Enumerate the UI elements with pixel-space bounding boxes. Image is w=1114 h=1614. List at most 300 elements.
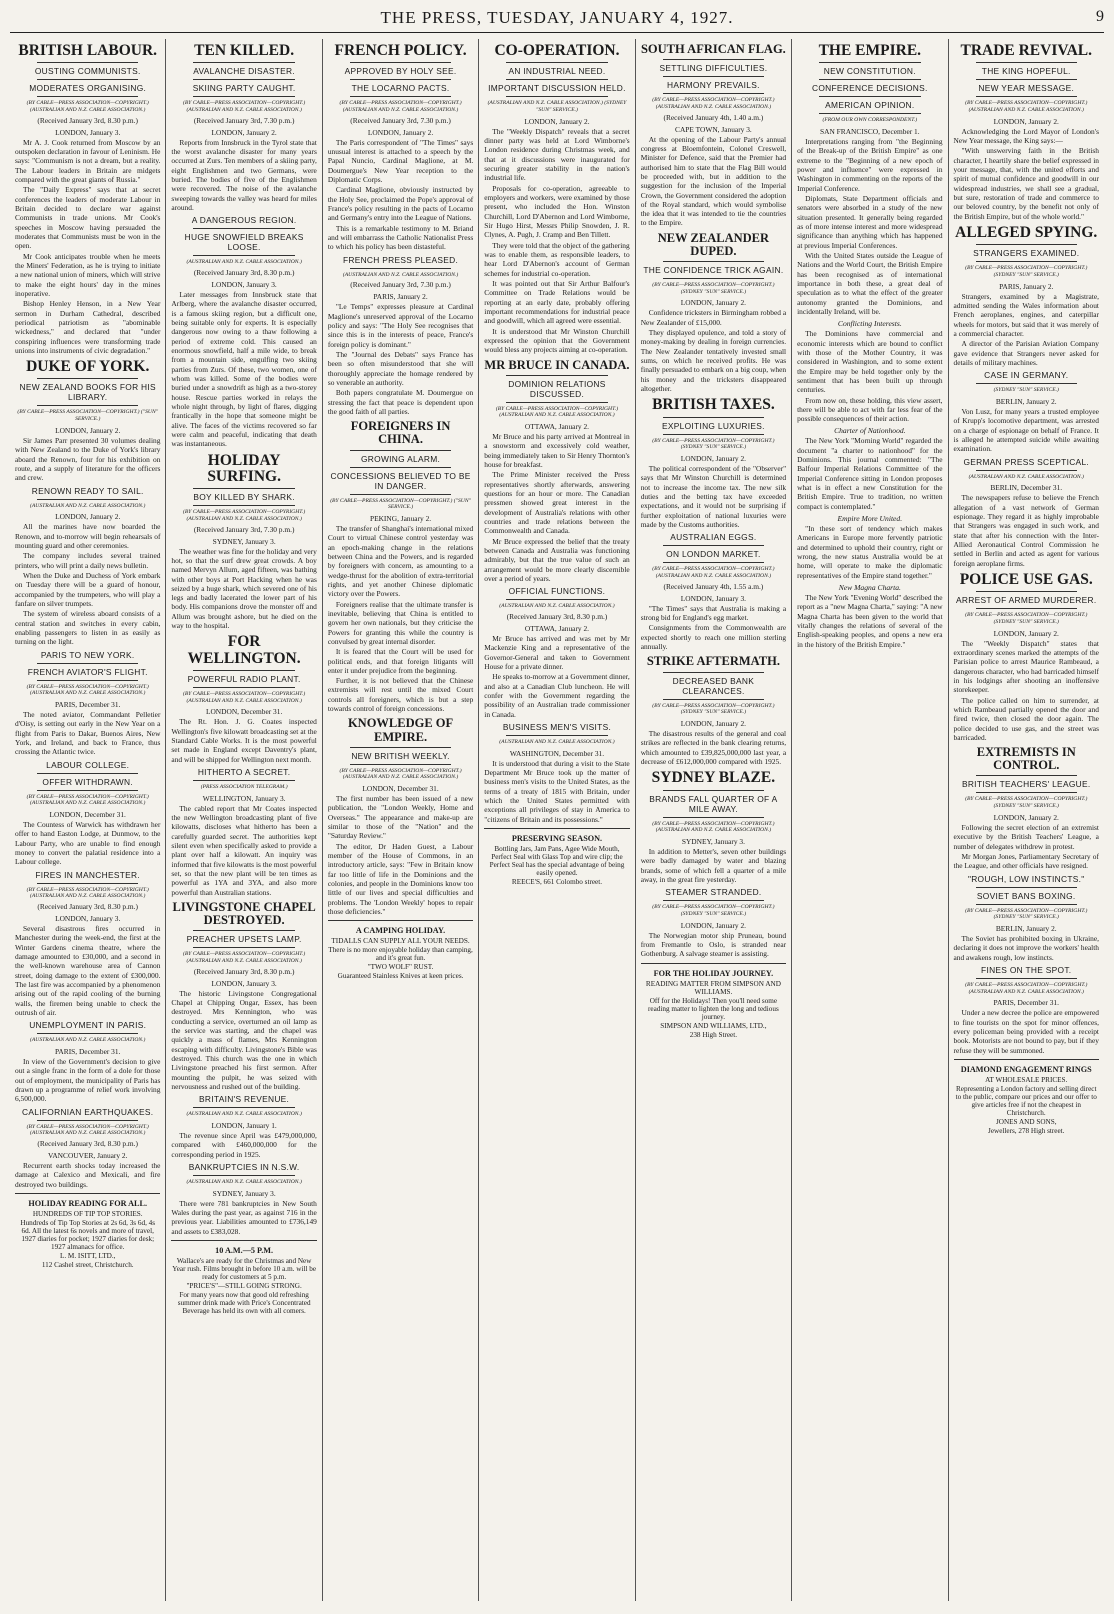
article-paragraph: Further, it is not believed that the Chinese extremists will rest until the mixed Court controls all foreigners, which is but a step towards control of foreign concessions. [327,676,474,714]
dateline: SAN FRANCISCO, December 1. [820,126,920,136]
article-paragraph: The revenue since April was £479,000,000, compared with £460,000,000 for the corresponding period in 1925. [171,1131,317,1159]
subhead-rule [350,467,451,468]
article-subhead: LABOUR COLLEGE. [46,759,130,770]
article-paragraph: The Prime Minister received the Press representatives shortly afterwards, answering questions for an hour or more. The Canadian pressmen showed great interest in the development of Australia's relations with other countries and trade relations between the Commonwealth and Canada. [484,470,630,536]
article-subhead: New Magna Charta. [838,583,901,593]
cable-credit: (BY CABLE—PRESS ASSOCIATION—COPYRIGHT.) (SYDNEY "SUN" SERVICE.) [652,904,775,917]
subhead-rule [506,402,607,403]
headline-rule [193,62,294,63]
article [171,901,316,1091]
masthead-title: THE PRESS, TUESDAY, JANUARY 4, 1927. [380,8,734,27]
cable-credit: (PRESS ASSOCIATION TELEGRAM.) [200,784,288,791]
article-paragraph: When the Duke and Duchess of York embark on Tuesday there will be a guard of honour, accompanied by the trumpeters, who will play a fanfare on silver trumpets. [15,570,161,608]
article [171,43,316,212]
ad-line: "TWO WOLF" RUST. [367,963,434,972]
cable-credit: (BY CABLE—PRESS ASSOCIATION—COPYRIGHT.) (AUSTRALIAN AND N.Z. CABLE ASSOCIATION.) [495,405,619,419]
subhead-rule [193,780,294,781]
cable-credit: (AUSTRALIAN AND N.Z. CABLE ASSOCIATION.) [186,1178,302,1185]
subhead-rule [663,278,764,279]
dateline: LONDON, January 2. [55,425,121,435]
ad-heading: A CAMPING HOLIDAY. [355,926,446,936]
received-time: (Received January 3rd, 8.30 p.m.) [506,612,608,622]
headline-rule [663,59,764,60]
dateline: PARIS, December 31. [993,998,1059,1008]
article-paragraph: The first number has been issued of a new publication, the "London Weekly, Home and Overseas." The appearance and make-up are similar to those of the "Nation" and the "Saturday Review." [327,794,474,841]
ad-line: L. M. ISITT, LTD., [59,1252,116,1261]
article-headline: NEW ZEALANDER DUPED. [657,230,770,258]
cable-credit: (BY CABLE—PRESS ASSOCIATION—COPYRIGHT.) (AUSTRALIAN AND N.Z. CABLE ASSOCIATION.) [183,509,306,522]
ad-heading: FOR THE HOLIDAY JOURNEY. [653,968,774,978]
dateline: LONDON, January 2. [211,127,277,137]
article-subhead: BRITISH TEACHERS' LEAGUE. [961,779,1091,790]
article [797,426,942,511]
dateline: WELLINGTON, January 3. [202,793,286,803]
subhead-rule [663,93,764,94]
ad-line: TIDALLS CAN SUPPLY ALL YOUR NEEDS. [331,937,470,946]
article-paragraph: "The Times" says that Australia is making a strong bid for England's egg market. [640,603,787,623]
article-paragraph: The "Daily Express" says that at secret conferences the leaders of moderate Labour in Britain decided to declare war against Communists in trade unions. Mr Cook's speeches in Moscow having persuaded the moderates that Communists must be won in the open. [15,185,161,251]
page-number: 9 [1096,8,1104,25]
dateline: PARIS, December 31. [55,699,121,709]
article-subhead: Conflicting Interests. [837,319,902,329]
article [484,359,629,584]
ad-heading: PRESERVING SEASON. [511,833,603,843]
dateline: LONDON, December 31. [362,784,439,794]
article-paragraph: It was pointed out that Sir Arthur Balfour's Committee on Trade Relations would be reporting at an early date, probably offering important recommendations for industrial peace and goodwill, which all agreed were essential. [484,278,630,326]
headline-rule [506,62,607,63]
article-paragraph: Both papers congratulate M. Doumergue on stressing the fact that peace is dependent upon the good faith of all parties. [327,388,474,416]
article-headline: HOLIDAY SURFING. [207,451,281,485]
article-paragraph: This is a remarkable testimony to M. Briand and will embarrass the Catholic Nationalist Press to which his policy has been distasteful. [327,223,474,252]
article-paragraph: At the opening of the Labour Party's annual congress at Bloemfontein, Colonel Creswell, Minister for Defence, said that the Premier had authorised him to state that the Flag Bill would be proceeded with, but in addition to the suggestion for the inclusion of the Imperial Crown, the Government considered the adoption of the Royal standard, which would symbolise the idea that it was intended to tie the countries to the Empire. [640,134,787,228]
article-subhead: OFFICIAL FUNCTIONS. [508,586,606,597]
news-column [791,39,947,1601]
dateline: LONDON, January 3. [55,914,121,923]
article-subhead: Charter of Nationhood. [834,426,906,436]
subhead-rule [37,1033,138,1034]
article-subhead: MODERATES ORGANISING. [29,83,147,94]
article-paragraph: The Soviet has prohibited boxing in Ukraine, declaring it does not improve the workers' health and awakens rough, low instincts. [953,933,1099,962]
article-subhead: HARMONY PREVAILS. [667,80,760,91]
subhead-rule [37,1120,138,1121]
received-time: (Received January 4th, 1.40 a.m.) [663,112,764,122]
article-subhead: RENOWN READY TO SAIL. [31,485,144,496]
news-column [478,39,634,1601]
article-paragraph: A director of the Parisian Aviation Company gave evidence that Strangers never asked for details of military machines. [953,339,1099,367]
article-subhead: AMERICAN OPINION. [825,100,915,111]
article-paragraph: "With unswerving faith in the British character, I heartily share the belief expressed in your message, that, with the united efforts and spirit of mutual confidence and goodwill in our widespread industries, we shall see a gradual, but sure, restoration of trade and commerce to our beloved country, by the benefit not only of the British Empire, but of the whole world." [953,146,1099,221]
article-paragraph: The Countess of Warwick has withdrawn her offer to hand Easton Lodge, at Dunmow, to the Labour Party, who are unable to find enough money to convert the palatial residence into a Labour college. [15,819,161,867]
article-paragraph: The Dominions have commercial and economic interests which are bound to conflict with those of the Mother Country, it was considered in Washington, and to some extent the Empire may be held together only by the sentiment that has been built up through centuries. [797,329,943,395]
article-paragraph: Bishop Henley Henson, in a New Year sermon in Durham Cathedral, described periodical patriotism as "abominable wickedness," and declared that "under conspiring influences were transforming trade unions into instruments of civic degradation." [15,299,161,355]
article-paragraph: In addition to Metter's, seven other buildings were badly damaged by water and blazing brands, some of which fell a quarter of a mile away, in the great fire yesterday. [640,846,787,884]
dateline: LONDON, January 1. [211,1121,277,1130]
article-subhead: APPROVED BY HOLY SEE. [344,66,457,77]
cable-credit: (BY CABLE—PRESS ASSOCIATION—COPYRIGHT.) (SYDNEY "SUN" SERVICE.) [652,437,775,451]
ad-line: READING MATTER FROM SIMPSON AND WILLIAMS. [645,979,781,996]
article [641,43,786,228]
article [797,514,942,580]
article [171,1162,316,1236]
article-subhead: THE CONFIDENCE TRICK AGAIN. [643,265,784,276]
article-paragraph: The transfer of Shanghai's international mixed Court to virtual Chinese control yesterday was an epoch-making change in the relations between China and the Powers, and is regarded by foreigners with concern, as amounting to a wedge-thrust for the abolition of extra-territorial rights, and yet another Chinese diplomatic victory over the Powers. [327,523,474,599]
article [954,457,1099,568]
article-headline: FOREIGNERS IN CHINA. [350,419,451,447]
headline-rule [663,261,764,262]
headline-rule [663,672,764,673]
dateline: LONDON, January 2. [367,127,434,137]
article-subhead: CONFERENCE DECISIONS. [811,83,928,94]
article-paragraph: Mr A. J. Cook returned from Moscow by an outspoken declaration in favour of Leninism. He says: "Communism is not a dream, but a reality. The Labour leaders in Britain are midgets compared with the great giants of Russia." [15,137,161,184]
article-paragraph: The police called on him to surrender, at which Rambeaud partially opened the door and fired twice, then closed the door again. The police decided to use gas, and the street was barricaded. [953,695,1099,742]
subhead-rule [976,887,1077,888]
article [797,43,942,316]
cable-credit: (BY CABLE—PRESS ASSOCIATION—COPYRIGHT.) (AUSTRALIAN AND N.Z. CABLE ASSOCIATION.) [965,100,1088,113]
article-paragraph: Mr Bruce has arrived and was met by Mr Mackenzie King and a representative of the Governor-General and taken to Government House for a private dinner. [484,634,630,672]
article-paragraph: With the United States outside the League of Nations and the World Court, the British Empire has been recognised as of international importance in both these, a great deal of speculation as to what the effect of the greater autonomy granted the Dominions, and incidentally Ireland, will be. [797,250,943,316]
cable-credit: (BY CABLE—PRESS ASSOCIATION—COPYRIGHT.) (AUSTRALIAN AND N.Z. CABLE ASSOCIATION.) [26,1123,149,1137]
dateline: LONDON, January 2. [680,454,747,464]
headline-rule [37,62,138,63]
article-headline: TEN KILLED. [194,42,295,59]
article [954,370,1099,453]
article [484,586,629,719]
article-subhead: POWERFUL RADIO PLANT. [187,674,301,684]
cable-credit: (BY CABLE—PRESS ASSOCIATION—COPYRIGHT.) (SYDNEY "SUN" SERVICE.) [965,796,1088,810]
article-paragraph: The weather was fine for the holiday and very hot, so that the surf drew great crowds. A boy named Mervyn Allum, aged fifteen, was bathing with other boys at Port Hacking when he was seized by a huge shark, which severed one of his legs and badly lacerated the lower part of his body. His companions drove the monster off and Allum was brought ashore, but he died on the way to the hospital. [171,546,317,631]
article-paragraph: Under a new decree the police are empowered to fine tourists on the spot for minor offences, every policeman being provided with a receipt book. Motorists are not bound to pay, but if they refuse they will be summoned. [953,1008,1099,1055]
subhead-rule [976,608,1077,609]
headline-rule [819,62,920,63]
subhead-rule [506,96,607,97]
cable-credit: (FROM OUR OWN CORRESPONDENT.) [822,117,918,124]
article-subhead: NEW YEAR MESSAGE. [978,83,1075,94]
subhead-rule [193,79,294,80]
article-paragraph: The Rt. Hon. J. G. Coates inspected Wellington's five kilowatt broadcasting set at the Standard Cable Works. It is the most powerful set made in England except Daventry's plant, and will be shipped for Wellington next month. [171,717,317,764]
article-paragraph: It is understood that Mr Winston Churchill expressed the opinion that the Government would bless any projects aiming at co-operation. [484,326,630,355]
ad-line: For many years now that good old refreshing summer drink made with Price's Concentrated Beverage has held its own with all comers. [177,1291,311,1315]
dateline: SYDNEY, January 3. [212,1188,276,1198]
article-subhead: FINES ON THE SPOT. [981,964,1072,975]
article-headline: CO-OPERATION. [494,42,620,59]
subhead-rule [506,79,607,80]
article [641,770,786,884]
news-column [948,39,1104,1601]
article-paragraph: Consignments from the Commonwealth are expected shortly to reach one million sterling annually. [640,623,787,652]
article-subhead: A DANGEROUS REGION. [191,215,297,226]
headline-rule [663,790,764,791]
article [171,634,316,764]
article-subhead: HUGE SNOWFIELD BREAKS LOOSE. [184,232,304,253]
article-subhead: Empire More United. [837,514,903,524]
article-paragraph: Mr Morgan Jones, Parliamentary Secretary of the League, and other officials have resigned. [953,851,1099,871]
advertisement [484,828,629,886]
article-paragraph: Strangers, examined by a Magistrate, admitted sending the Wales information about French aeroplanes, engines, and caterpillar wheels for motors, but said that it was merely of a commercial character. [953,291,1099,338]
dateline: SYDNEY, January 3. [681,836,745,846]
ad-line: "PRICE'S"—STILL GOING STRONG. [186,1282,302,1290]
headline-rule [976,591,1077,592]
article [641,532,786,651]
article-headline: ALLEGED SPYING. [955,223,1098,241]
subhead-rule [663,900,764,901]
ad-line: Jewellers, 278 High street. [988,1126,1065,1135]
article [328,420,473,713]
article-headline: POLICE USE GAS. [959,570,1093,588]
received-time: (Received January 3rd, 8.30 p.m.) [193,268,295,277]
ad-heading: HOLIDAY READING FOR ALL. [28,1199,147,1209]
article-paragraph: The editor, Dr Haden Guest, a Labour member of the House of Commons, in an introductory article, says: "Few in Britain know far too little of life in the Dominions and the colonies, and people in the Dominions know too little of our lives and special difficulties and problems. The 'London Weekly' hopes to repair those deficiencies." [327,841,474,917]
subhead-rule [506,599,607,600]
article-paragraph: Reports from Innsbruck in the Tyrol state that the worst avalanche disaster for many years occurred at Zurs. Ten members of a skiing party, eight Englishmen and two Germans, were buried. The bodies of five of the Englishmen were recovered. The noise of the avalanche sweeping towards the valley was heard for miles around. [171,137,317,212]
subhead-rule [193,687,294,688]
dateline: LONDON, January 2. [993,812,1059,822]
article [954,965,1099,1055]
subhead-rule [350,268,451,269]
article-subhead: BOY KILLED BY SHARK. [193,492,295,503]
article-paragraph: The Norwegian motor ship Pruneau, bound from Fremantle to Oslo, is stranded near Gothenburg. A salvage steamer is assisting. [640,930,787,959]
article-headline: SOUTH AFRICAN FLAG. [640,42,786,56]
received-time: (Received January 3rd, 8.30 p.m.) [37,1139,138,1149]
article-subhead: SETTLING DIFFICULTIES. [659,63,768,74]
article-headline: LIVINGSTONE CHAPEL DESTROYED. [172,900,316,928]
received-time: (Received January 3rd, 7.30 p.m.) [193,524,295,534]
article [954,43,1099,221]
article [171,215,316,448]
article [484,722,629,824]
subhead-rule [819,96,920,97]
article-paragraph: Sir James Parr presented 30 volumes dealing with New Zealand to the Duke of York's library aboard the Renown, four for his exhibition on route, and a supply of literature for the officers and crew. [15,435,161,483]
article-paragraph: The company includes several trained printers, who will print a daily news bulletin. [15,551,161,570]
dateline: BERLIN, December 31. [990,483,1063,493]
subhead-rule [193,947,294,948]
subhead-rule [976,792,1077,793]
subhead-rule [976,96,1077,97]
headline-rule [193,670,294,671]
article-subhead: FRENCH AVIATOR'S FLIGHT. [27,666,148,677]
subhead-rule [37,680,138,681]
article-paragraph: Mr Bruce and his party arrived at Montreal in a snowstorm and excessively cold weather, being immediately taken to Sir Henry Thornton's house for breakfast. [484,432,630,470]
article-paragraph: The noted aviator, Commandant Pelletier d'Oisy, is setting out early in the New Year on a flight from Paris to Dakar, Buenos Aires, New York, and Ireland, and back to France, thus crossing the Atlantic twice. [15,709,161,757]
article-subhead: SKIING PARTY CAUGHT. [192,83,296,94]
article-paragraph: Several disastrous fires occurred in Manchester during the week-end, the first at the Winter Gardens cinema theatre, where the damage amounted to £30,000, and a second in the well-known warehouse area of Cannon street, doing damage to the extent of £300,000. The last fire was accompanied by a phenomenon arising out of the rapid cooling of the burning walls, the firemen being unable to check the outrush of air. [15,924,161,1017]
subhead-rule [663,545,764,546]
article-subhead: DOMINION RELATIONS DISCUSSED. [508,378,606,399]
article-paragraph: The New York "Evening World" described the report as a "new Magna Charta," saying: "A new Magna Charta has been given to the world that vitally changes the relations of several of the English-speaking peoples, and opens a new era in the history of the British Empire." [797,593,943,649]
dateline: LONDON, January 3. [55,127,121,137]
article-subhead: NEW BRITISH WEEKLY. [351,750,450,761]
column-grid [10,39,1104,1601]
news-column [635,39,791,1601]
article-paragraph: The cabled report that Mr Coates inspected the new Wellington broadcasting plant of five kilowatts, discloses what hitherto has been a carefully guarded secret. The authorities kept silent even when specifically asked to provide a plant over half a kilowatt. An inquiry was informed that five kilowatts is the most powerful set, so that the new plant will be ten times as powerful as 1YA and 3YA, and also more powerful than Australian stations. [171,803,317,897]
subhead-rule [193,228,294,229]
ad-heading: DIAMOND ENGAGEMENT RINGS [960,1064,1092,1074]
article-paragraph: Proposals for co-operation, agreeable to employers and workers, were examined by those present, who included the Hon. Winston Churchill, Lord D'Abernon and Lord Wimborne, Sir Hugo Hirst, Messrs Philip Snowden, J. R. Clynes, A. Pugh, J. Cramp and Ben Tillett. [484,183,630,240]
received-time: (Received January 3rd, 7.30 p.m.) [350,115,451,125]
article-paragraph: "In these sort of tendency which makes Americans in Europe more fervently patriotic and determined to uphold their country, right or wrong, the new status Australia would be at home, will operate to make the diplomatic representatives of the Empire stand together." [797,524,943,580]
article-subhead: CASE IN GERMANY. [984,370,1069,381]
article-subhead: HITHERTO A SECRET. [197,767,291,778]
cable-credit: (BY CABLE—PRESS ASSOCIATION—COPYRIGHT.) (AUSTRALIAN AND N.Z. CABLE ASSOCIATION.) [652,820,775,834]
dateline: LONDON, January 2. [680,298,747,308]
article [954,225,1099,367]
dateline: BERLIN, January 2. [995,923,1057,933]
dateline: LONDON, January 2. [993,116,1059,126]
ad-line: Bottling Jars, Jam Pans, Agee Wide Mouth, Perfect Seal with Glass Top and wire clip; the Perfect Seal has the special advantage of being easily opened. [489,844,625,877]
article [15,1107,160,1189]
subhead-rule [350,494,451,495]
article-paragraph: Mr Cook anticipates trouble when he meets the Miners' Federation, as he is trying to initiate a new national union of miners, which will strive to make the eight hours' day in the mines inoperative. [15,251,161,298]
article [171,767,316,897]
advertisement [328,920,473,980]
ad-heading: 10 A.M.—5 P.M. [215,1246,274,1255]
article-headline: MR BRUCE IN CANADA. [484,357,630,372]
article-subhead: THE LOCARNO PACTS. [351,83,450,94]
article-subhead: NEW ZEALAND BOOKS FOR HIS LIBRARY. [19,382,156,403]
subhead-rule [37,405,138,406]
cable-credit: (AUSTRALIAN AND N.Z. CABLE ASSOCIATION.) [499,603,615,610]
article-subhead: BRANDS FALL QUARTER OF A MILE AWAY. [649,793,778,814]
article-subhead: STRANGERS EXAMINED. [973,248,1080,259]
subhead-rule [193,505,294,506]
subhead-rule [350,764,451,765]
article-paragraph: "Le Temps" expresses pleasure at Cardinal Maglione's unreserved approval of the Locarno policy and says: "The Holy See recognises that since this is in the interests of peace, France's foreign policy is dominant." [327,302,474,349]
article-paragraph: It is understood that during a visit to the State Department Mr Bruce took up the matter of business men's visits to the United States, as the terms of a treaty of 1815 with Britain, under which the United States permitted with exceptions all privileges of stay in America to "citizens of Britain and its possessions." [484,758,630,824]
article-headline: BRITISH TAXES. [652,396,775,414]
article-headline: SYDNEY BLAZE. [651,769,776,787]
subhead-rule [976,470,1077,471]
article-paragraph: Later messages from Innsbruck state that Arlberg, where the avalanche disaster occurred, is a famous skiing region, but a difficult one, being suitable only for experts. It is especially dangerous now owing to a thaw following a period of extreme cold. This caused an enormous snowfield, half a mile wide, to break from a mountain side, engulfing two skiing parties from Zurs. Of these, two women, one of whom was killed. Some of the bodies were buried under a snowdrift as high as a two-storey house. Rescue parties worked in relays the whole night through, by light of flares, digging frantically in the hope that someone might be alive. The faces of the victims recovered so far were calm and peaceful, indicating that death was instantaneous. [171,290,317,449]
article-paragraph: Diplomats, State Department officials and senators were absorbed in a study of the new situation presented. It generally being regarded as of more intense interest and more widespread significance than anything which has happened at previous Imperial Conferences. [797,193,943,250]
dateline: VANCOUVER, January 2. [47,1151,128,1161]
article-subhead: BANKRUPTCIES IN N.S.W. [188,1161,300,1172]
article-subhead: "ROUGH, LOW INSTINCTS." [967,873,1085,884]
headline-rule [506,375,607,376]
article-paragraph: In view of the Government's decision to give out a single franc in the form of a dole for those out of employment, the municipality of Paris has drawn up a programme of relief work involving 6,500,000. [15,1056,161,1104]
cable-credit: (BY CABLE—PRESS ASSOCIATION—COPYRIGHT.) (AUSTRALIAN AND N.Z. CABLE ASSOCIATION.) [183,691,306,704]
ad-line: AT WHOLESALE PRICES. [985,1075,1068,1084]
article-headline: BRITISH LABOUR. [18,42,158,59]
ad-line: JONES AND SONS, [995,1117,1057,1126]
ad-line: Representing a London factory and selling direct to the public, compare our prices and our offer to give articles free if not the cheapest in Christchurch. [955,1084,1097,1117]
news-column [10,39,165,1601]
article-paragraph: Acknowledging the Lord Mayor of London's New Year message, the King says:— [953,126,1099,145]
article-headline: STRIKE AFTERMATH. [646,654,780,669]
subhead-rule [819,79,920,80]
subhead-rule [663,434,764,435]
subhead-rule [37,79,138,80]
cable-credit: (BY CABLE—PRESS ASSOCIATION—COPYRIGHT.) (SYDNEY "SUN" SERVICE.) [965,907,1088,921]
article-paragraph: It is feared that the Court will be used for political ends, and that foreign litigants will enter it under prejudice from the beginning. [327,647,474,675]
article-subhead: EXPLOITING LUXURIES. [661,420,765,431]
cable-credit: (BY CABLE—PRESS ASSOCIATION—COPYRIGHT.) (AUSTRALIAN AND N.Z. CABLE ASSOCIATION.) [26,793,149,807]
article-subhead: CALIFORNIAN EARTHQUAKES. [22,1106,154,1117]
subhead-rule [663,76,764,77]
dateline: LONDON, January 2. [680,718,747,728]
cable-credit: (BY CABLE—PRESS ASSOCIATION—COPYRIGHT.) (AUSTRALIAN AND N.Z. CABLE ASSOCIATION.) [26,886,149,900]
article [171,453,316,631]
article-subhead: STEAMER STRANDED. [665,887,762,898]
dateline: LONDON, December 31. [205,707,283,717]
article [641,655,786,766]
subhead-rule [663,699,764,700]
article-headline: TRADE REVIVAL. [960,42,1092,59]
dateline: CAPE TOWN, January 3. [675,124,752,134]
article-subhead: NEW CONSTITUTION. [823,66,916,77]
article [15,650,160,757]
article-headline: EXTREMISTS IN CONTROL. [976,745,1076,773]
dateline: OTTAWA, January 2. [524,422,590,432]
article-subhead: PREACHER UPSETS LAMP. [186,934,302,945]
subhead-rule [506,735,607,736]
cable-credit: (BY CABLE—PRESS ASSOCIATION—COPYRIGHT.) (SYDNEY "SUN" SERVICE.) [965,265,1088,278]
cable-credit: (AUSTRALIAN AND N.Z. CABLE ASSOCIATION.) [186,1111,302,1118]
dateline: PEKING, January 2. [369,513,432,523]
cable-credit: (BY CABLE—PRESS ASSOCIATION—COPYRIGHT.) (AUSTRALIAN AND N.Z. CABLE ASSOCIATION.) [183,951,306,964]
ad-line: 112 Cashel street, Christchurch. [41,1261,134,1270]
received-time: (Received January 3rd, 8.30 p.m.) [193,966,295,976]
cable-credit: (BY CABLE—PRESS ASSOCIATION—COPYRIGHT.) (AUSTRALIAN AND N.Z. CABLE ASSOCIATION.) [652,97,775,110]
article [15,359,160,482]
subhead-rule [37,663,138,664]
article [15,760,160,867]
article-paragraph: The historic Livingstone Congregational Chapel at Chipping Ongar, Essex, has been destroyed. Mrs Kennington, who was conducting a service, overturned an oil lamp as the service was starting, and the chapel was quickly a mass of flames, Mrs Kennington escaping with difficulty. Livingstone's Bible was destroyed. This church was the one in which Livingstone preached his first sermon. After mounting the pulpit, he was seized with nervousness and rushed out of the building. [171,988,317,1091]
article [328,255,473,417]
article [15,43,160,355]
subhead-rule [976,383,1077,384]
subhead-rule [819,113,920,114]
article-paragraph: The Paris correspondent of "The Times" says unusual interest is attached to a speech by the Papal Nuncio, Cardinal Maglione, at M. Doumergue's New Year reception to the Diplomatic Corps. [327,137,474,184]
received-time: (Received January 3rd, 7.30 p.m.) [350,280,451,290]
article-paragraph: Von Lusz, for many years a trusted employee of Krupp's locomotive department, was arrested on a charge of espionage on behalf of France. It is alleged he attempted suicide while awaiting examination. [953,406,1099,454]
headline-rule [350,450,451,451]
article-paragraph: They displayed opulence, and told a story of money-making by dealing in foreign currencies. The New Zealander tentatively invested small sums, on which he received profits. He was finally persuaded to embark on a big coup, when his money and the tricksters disappeared altogether. [640,328,787,394]
article-subhead: OFFER WITHDRAWN. [42,776,133,787]
subhead-rule [193,255,294,256]
article-paragraph: The "Weekly Dispatch" states that extraordinary scenes marked the attempts of the Parisian police to arrest Maurice Rambeaud, a dangerous character, who had barricaded himself in his lodgings after shooting an inoffensive storekeeper. [953,638,1099,695]
article [641,887,786,958]
subhead-rule [37,96,138,97]
article-paragraph: He speaks to-morrow at a Government dinner, and also at a Canadian Club luncheon. He will confer with the Government regarding the possibility of an Australian trade commissioner in Canada. [484,672,630,719]
cable-credit: (BY CABLE—PRESS ASSOCIATION—COPYRIGHT.) ("SUN" SERVICE.) [330,497,471,511]
dateline: BERLIN, January 2. [995,396,1057,406]
ad-line: 238 High Street. [689,1030,738,1039]
cable-credit: (BY CABLE—PRESS ASSOCIATION—COPYRIGHT.) (SYDNEY "SUN" SERVICE.) [652,702,775,716]
article-paragraph: The "Weekly Dispatch" reveals that a secret dinner party was held at Lord Wimborne's London residence during Christmas week, and that at it discussions were inaugurated for securing greater stability in the nation's industrial life. [484,126,630,183]
cable-credit: (BY CABLE—PRESS ASSOCIATION—COPYRIGHT.) (AUSTRALIAN AND N.Z. CABLE ASSOCIATION.) [339,100,462,113]
cable-credit: (SYDNEY "SUN" SERVICE.) [993,387,1059,394]
cable-credit: (AUSTRALIAN AND N.Z. CABLE ASSOCIATION.) [30,502,146,509]
dateline: LONDON, January 2. [524,116,590,126]
article-subhead: IMPORTANT DISCUSSION HELD. [488,83,626,94]
article-subhead: OUSTING COMMUNISTS. [34,66,141,77]
subhead-rule [193,96,294,97]
article-paragraph: The system of wireless aboard consists of a central station and switches in every cabin, enabling passengers to listen in as easily as turning on the light. [15,609,161,647]
subhead-rule [976,904,1077,905]
received-time: (Received January 3rd, 8.30 p.m.) [37,902,138,911]
headline-rule [37,378,138,379]
dateline: LONDON, January 2. [993,628,1059,638]
article [954,874,1099,962]
cable-credit: (AUSTRALIAN AND N.Z. CABLE ASSOCIATION.) [186,259,302,266]
headline-rule [193,488,294,489]
dateline: OTTAWA, January 2. [524,624,590,634]
dateline: LONDON, January 2. [680,920,747,930]
article-subhead: SOVIET BANS BOXING. [976,890,1076,901]
dateline: SYDNEY, January 3. [212,536,276,546]
subhead-rule [976,79,1077,80]
subhead-rule [663,562,764,563]
article-paragraph: There were 781 bankruptcies in New South Wales during the past year, as against 716 in the previous year. Liabilities amounted to £736,149 and assets to £383,028. [171,1198,317,1236]
